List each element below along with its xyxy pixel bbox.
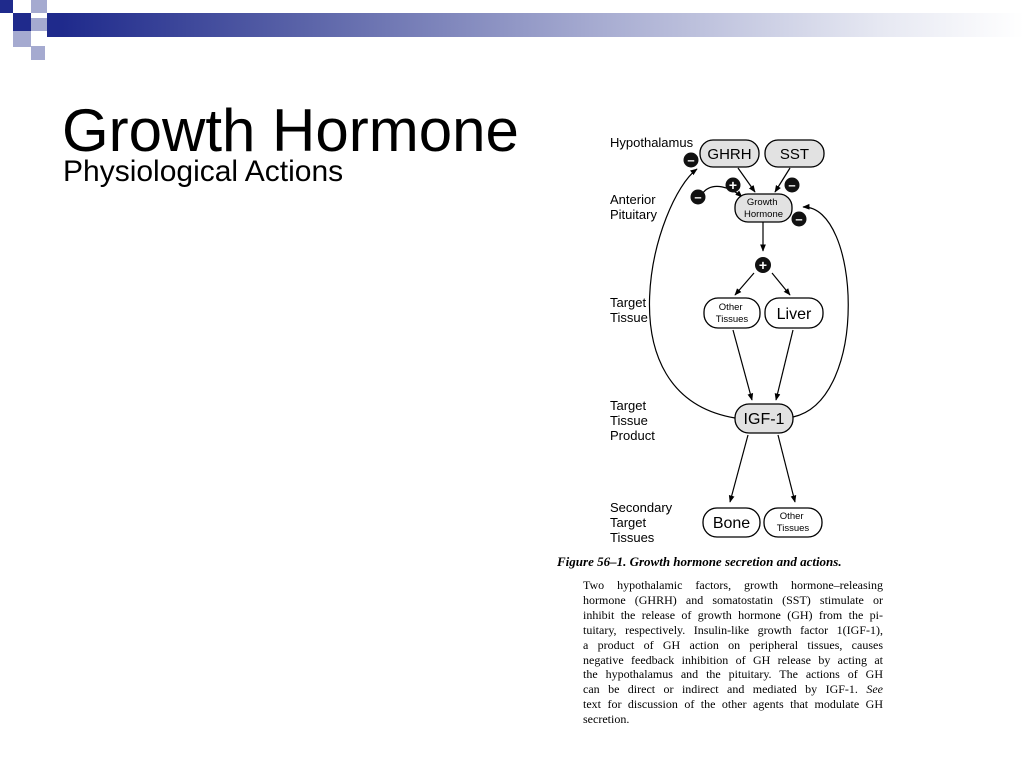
arrow-to-other-tissues bbox=[735, 273, 754, 295]
node-label: GHRH bbox=[707, 146, 752, 163]
node-igf1 bbox=[735, 404, 793, 433]
node-label-line: Growth bbox=[746, 197, 778, 208]
minus-sign-hypothalamus bbox=[684, 153, 699, 168]
node-bone bbox=[703, 508, 760, 537]
row-label-line: Target bbox=[610, 295, 647, 310]
deco-square bbox=[13, 13, 31, 31]
sign-label: – bbox=[788, 177, 796, 193]
caption-line-with-see bbox=[583, 682, 883, 697]
row-label-line: Target bbox=[610, 398, 647, 413]
row-label-target-tissue-product bbox=[610, 398, 655, 443]
node-ghrh bbox=[700, 140, 759, 167]
row-label-target-tissue bbox=[610, 295, 650, 325]
node-label-line: Hormone bbox=[743, 209, 784, 220]
node-label: Liver bbox=[776, 306, 812, 323]
caption-line: text for discussion of the other agents that modulate GH bbox=[583, 697, 883, 712]
sign-label: – bbox=[795, 211, 803, 227]
slide-subtitle: Physiological Actions bbox=[63, 155, 344, 188]
minus-sign-feedback-ghrh bbox=[691, 190, 706, 205]
caption-line: inhibit the release of growth hormone (GH) from the pi- bbox=[583, 607, 883, 622]
row-label-line: Product bbox=[610, 428, 655, 443]
sign-label: + bbox=[758, 257, 768, 273]
node-label-line: Tissues bbox=[715, 314, 749, 325]
deco-square bbox=[31, 0, 47, 13]
plus-sign-gh-action bbox=[755, 257, 771, 273]
header-gradient-bar bbox=[62, 13, 1024, 37]
row-label-line: Tissues bbox=[610, 530, 655, 545]
caption-line: Two hypothalamic factors, growth hormone–releasing bbox=[583, 578, 883, 592]
node-sst bbox=[765, 140, 824, 167]
node-growth-hormone bbox=[735, 194, 792, 222]
node-label-line: Other bbox=[718, 302, 743, 313]
deco-square bbox=[31, 46, 45, 60]
deco-square bbox=[0, 0, 13, 13]
row-label-line: Tissue bbox=[610, 413, 648, 428]
node-other-tissues-secondary bbox=[764, 508, 822, 537]
deco-square bbox=[47, 13, 62, 37]
arrow-ghrh-to-gh bbox=[738, 168, 755, 192]
arrow-igf1-to-other-tissues bbox=[778, 435, 795, 502]
row-label-line: Anterior bbox=[610, 192, 656, 207]
sign-label: + bbox=[728, 177, 738, 193]
node-label-line: Other bbox=[779, 511, 804, 522]
caption-line: hormone (GHRH) and somatostatin (SST) stimulate or bbox=[583, 592, 883, 607]
deco-square bbox=[13, 31, 31, 47]
caption-line-text: can be direct or indirect and mediated by IGF-1. bbox=[583, 682, 858, 697]
node-label: IGF-1 bbox=[743, 411, 785, 428]
node-label bbox=[716, 302, 749, 325]
arrow-other-tissues-to-igf1 bbox=[733, 330, 752, 400]
sign-label: – bbox=[687, 152, 695, 168]
plus-sign-ghrh bbox=[726, 177, 741, 193]
arrow-igf1-to-bone bbox=[730, 435, 748, 502]
minus-sign-pituitary bbox=[792, 212, 807, 227]
figure-caption-body bbox=[583, 578, 883, 727]
caption-see-word: See bbox=[866, 682, 883, 697]
row-label-line: Tissue bbox=[610, 310, 648, 325]
arrow-liver-to-igf1 bbox=[776, 330, 793, 400]
deco-square bbox=[13, 0, 31, 13]
node-label: Bone bbox=[712, 515, 751, 532]
node-other-tissues bbox=[704, 298, 760, 328]
row-label-line: Target bbox=[610, 515, 647, 530]
figure-caption-title: Figure 56–1. Growth hormone secretion and actions. bbox=[557, 554, 842, 569]
sign-label: – bbox=[694, 189, 702, 205]
minus-sign-sst bbox=[785, 178, 800, 193]
deco-square bbox=[31, 18, 47, 31]
slide-title: Growth Hormone bbox=[62, 97, 519, 164]
node-liver bbox=[765, 298, 823, 328]
caption-line: negative feedback inhibition of GH release by acting at bbox=[583, 652, 883, 667]
caption-line: a product of GH action on peripheral tissues, causes bbox=[583, 637, 883, 652]
row-label-line: Pituitary bbox=[610, 207, 657, 222]
caption-line: the hypothalamus and the pituitary. The actions of GH bbox=[583, 667, 883, 682]
row-label-line: Secondary bbox=[610, 500, 673, 515]
caption-line: tuitary, respectively. Insulin-like growth factor 1(IGF-1), bbox=[583, 622, 883, 637]
header-decoration bbox=[0, 0, 1024, 62]
node-label: SST bbox=[779, 146, 810, 163]
node-label bbox=[744, 197, 783, 220]
row-label-hypothalamus: Hypothalamus bbox=[610, 135, 694, 150]
row-label-anterior-pituitary bbox=[610, 192, 659, 222]
growth-hormone-diagram bbox=[600, 128, 870, 548]
arrow-to-liver bbox=[772, 273, 790, 295]
node-label-line: Tissues bbox=[776, 523, 810, 534]
row-label-secondary-target-tissues bbox=[610, 500, 676, 545]
caption-line: secretion. bbox=[583, 712, 630, 727]
feedback-arrow-igf1-hypothalamus bbox=[649, 169, 738, 418]
node-label bbox=[777, 511, 810, 534]
